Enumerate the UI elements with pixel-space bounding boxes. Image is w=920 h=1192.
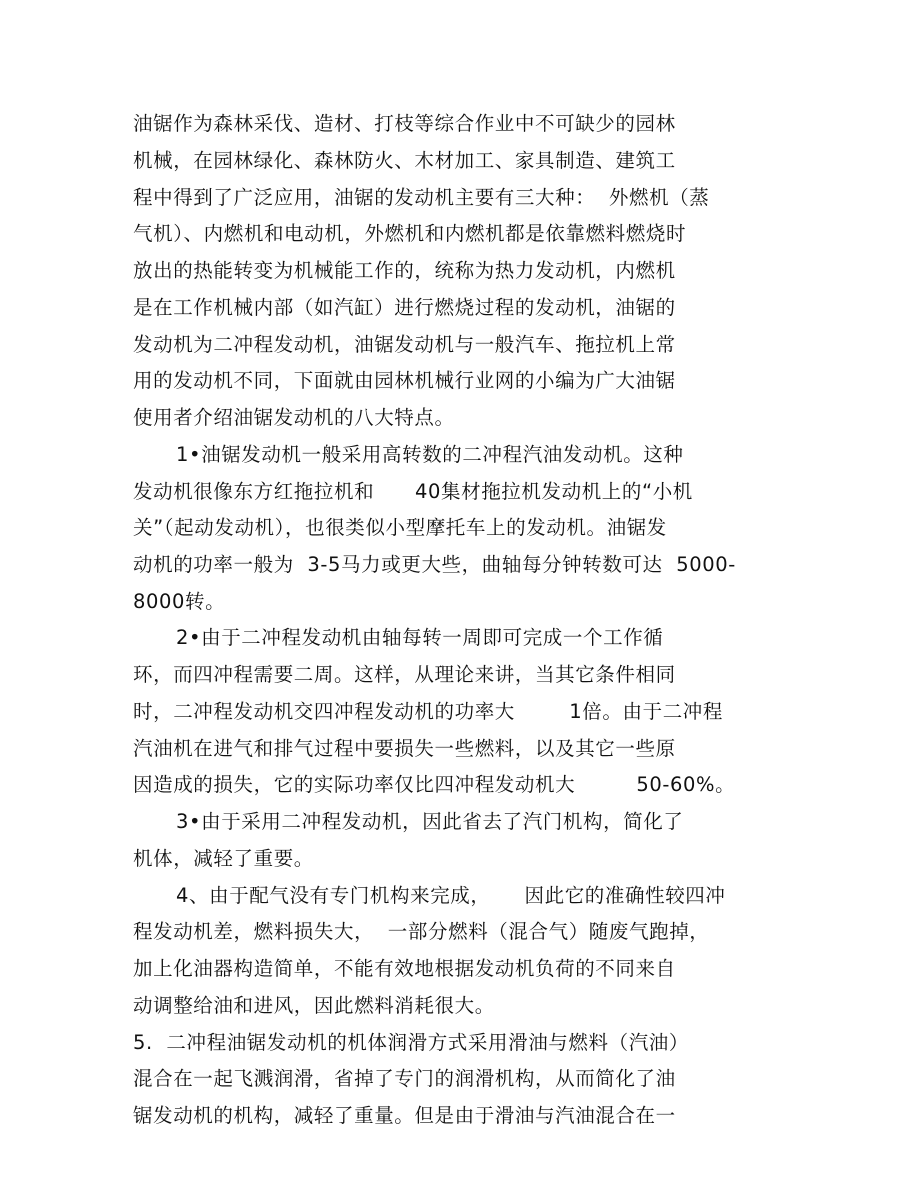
text-line-27: 混合在一起飞溅润滑，省掉了专门的润滑机构，从而简化了油	[133, 1067, 676, 1090]
text-line-2: 机械，在园林绿化、森林防火、木材加工、家具制造、建筑工	[133, 149, 676, 172]
text-line-13: 动机的功率一般为 3-5马力或更大些，曲轴每分钟转数可达 5000-	[133, 553, 736, 576]
text-line-17: 时，二冲程发动机交四冲程发动机的功率大 1倍。由于二冲程	[133, 700, 723, 723]
text-line-15: 2•由于二冲程发动机由轴每转一周即可完成一个工作循	[176, 626, 664, 649]
text-line-3: 程中得到了广泛应用，油锯的发动机主要有三大种： 外燃机（蒸	[133, 186, 710, 209]
text-line-8: 用的发动机不同，下面就由园林机械行业网的小编为广大油锯	[133, 369, 676, 392]
text-line-6: 是在工作机械内部（如汽缸）进行燃烧过程的发动机，油锯的	[133, 296, 676, 319]
text-line-26: 5. 二冲程油锯发动机的机体润滑方式采用滑油与燃料（汽油）	[133, 1031, 690, 1054]
text-line-23: 程发动机差，燃料损失大， 一部分燃料（混合气）随废气跑掉，	[133, 920, 710, 943]
text-line-7: 发动机为二冲程发动机，油锯发动机与一般汽车、拖拉机上常	[133, 333, 676, 356]
text-line-21: 机体，减轻了重要。	[133, 847, 314, 870]
text-line-22: 4、由于配气没有专门机构来完成， 因此它的准确性较四冲	[176, 884, 726, 907]
text-line-10: 1•油锯发动机一般采用高转数的二冲程汽油发动机。这种	[176, 443, 684, 466]
text-line-20: 3•由于采用二冲程发动机，因此省去了汽门机构，简化了	[176, 810, 684, 833]
text-line-16: 环，而四冲程需要二周。这样，从理论来讲，当其它条件相同	[133, 663, 676, 686]
text-line-24: 加上化油器构造简单，不能有效地根据发动机负荷的不同来自	[133, 957, 676, 980]
text-line-14: 8000转。	[133, 590, 226, 613]
text-line-9: 使用者介绍油锯发动机的八大特点。	[133, 406, 455, 429]
text-line-19: 因造成的损失，它的实际功率仅比四冲程发动机大 50-60%。	[133, 773, 736, 796]
text-line-4: 气机）、内燃机和电动机，外燃机和内燃机都是依靠燃料燃烧时	[133, 222, 687, 245]
text-line-25: 动调整给油和进风，因此燃料消耗很大。	[133, 994, 495, 1017]
text-line-18: 汽油机在进气和排气过程中要损失一些燃料，以及其它一些原	[133, 737, 676, 760]
text-line-11: 发动机很像东方红拖拉机和 40集材拖拉机发动机上的“小机	[133, 480, 693, 503]
text-line-28: 锯发动机的机构，减轻了重量。但是由于滑油与汽油混合在一	[133, 1104, 676, 1127]
text-line-12: 关”（起动发动机），也很类似小型摩托车上的发动机。油锯发	[133, 516, 667, 539]
text-line-5: 放出的热能转变为机械能工作的，统称为热力发动机，内燃机	[133, 259, 676, 282]
text-line-1: 油锯作为森林采伐、造材、打枝等综合作业中不可缺少的园林	[133, 112, 676, 135]
